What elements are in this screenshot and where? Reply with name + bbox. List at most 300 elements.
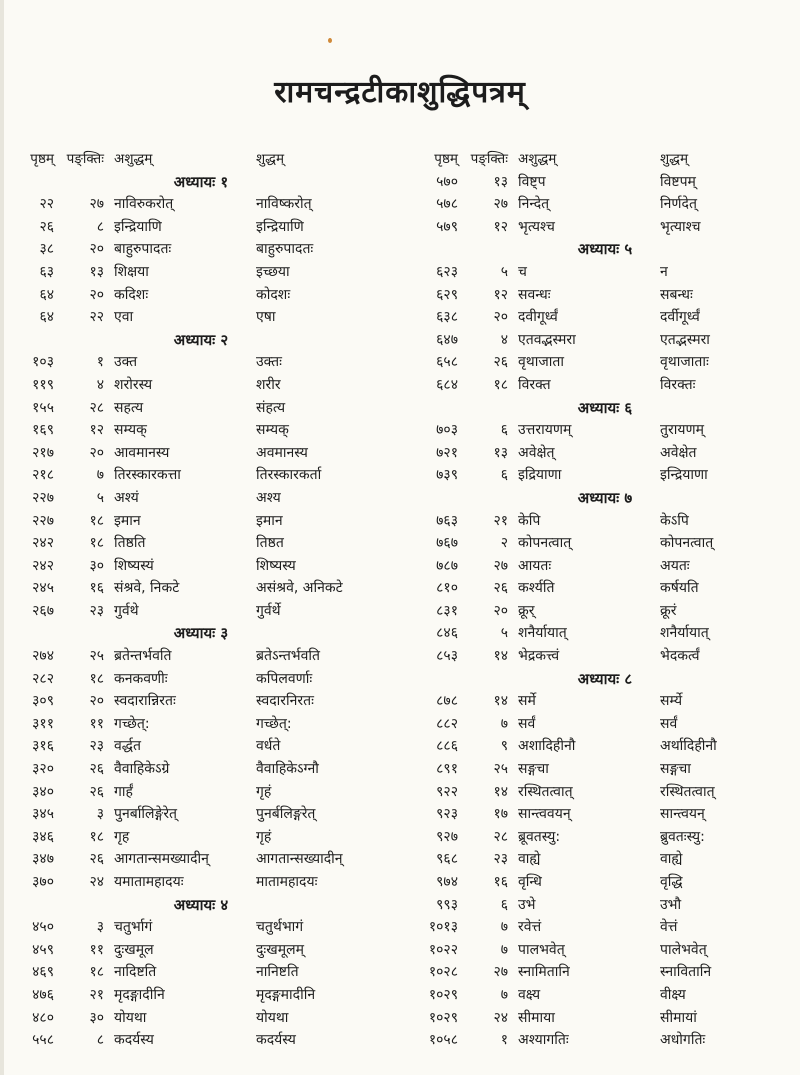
page-number: ८१० xyxy=(436,580,458,597)
correct-text: इन्द्रियाणा xyxy=(660,467,708,484)
errata-row xyxy=(410,216,800,239)
incorrect-text: तिरस्कारकत्ता xyxy=(114,467,181,484)
errata-column-right xyxy=(410,148,800,1052)
page-number: ३०९ xyxy=(32,693,54,710)
incorrect-text: अश्यं xyxy=(114,489,139,506)
incorrect-text: एवा xyxy=(114,309,134,326)
errata-row xyxy=(6,442,396,465)
correct-text: दुःखमूलम् xyxy=(256,941,304,958)
errata-row xyxy=(6,374,396,397)
incorrect-text: योयथा xyxy=(114,1009,147,1026)
page-number: ९९३ xyxy=(436,896,458,913)
incorrect-text: एतवद्भस्मरा xyxy=(518,331,576,348)
errata-row xyxy=(6,961,396,984)
page-number: २४२ xyxy=(32,557,54,574)
page-number: ८९१ xyxy=(436,761,458,778)
page-number: २८२ xyxy=(32,670,54,687)
line-number: ५ xyxy=(96,489,104,506)
incorrect-text: कोपनत्वात् xyxy=(518,535,572,552)
errata-row xyxy=(410,464,800,487)
correct-text: नानिष्टति xyxy=(256,964,299,981)
line-number: १८ xyxy=(493,376,508,393)
correct-text: सर्म्ये xyxy=(660,693,683,710)
correct-text: संहत्य xyxy=(256,399,286,416)
incorrect-text: दुःखमूल xyxy=(114,941,154,958)
errata-row xyxy=(410,374,800,397)
page-number: ६२३ xyxy=(436,263,458,280)
line-number: २६ xyxy=(493,354,508,371)
errata-row xyxy=(410,781,800,804)
line-number: २३ xyxy=(493,851,508,868)
errata-row xyxy=(410,442,800,465)
line-number: १८ xyxy=(89,964,104,981)
line-number: ४ xyxy=(96,376,104,393)
errata-row xyxy=(410,419,800,442)
page-edge-shadow xyxy=(0,0,4,1075)
correct-text: गृहं xyxy=(256,783,272,800)
incorrect-text: कदिशः xyxy=(114,286,149,303)
correct-text: तिरस्कारकर्ता xyxy=(256,467,322,484)
errata-row xyxy=(410,1029,800,1052)
incorrect-text: वृन्धि xyxy=(518,874,542,890)
line-number: २१ xyxy=(493,512,508,529)
incorrect-text: सवन्धः xyxy=(518,286,551,303)
page-number: ८८२ xyxy=(436,715,458,732)
correct-text: निर्णदेत् xyxy=(660,196,697,213)
errata-row xyxy=(410,758,800,781)
errata-row xyxy=(410,622,800,645)
chapter-label: अध्यायः ५ xyxy=(577,240,633,259)
errata-row xyxy=(410,961,800,984)
incorrect-text: कर्श्यति xyxy=(518,580,555,597)
page-number: ६५८ xyxy=(436,354,458,371)
correct-text: सङ्गचा xyxy=(660,761,691,778)
page-number: २४५ xyxy=(32,580,54,597)
incorrect-text: अश्यागतिः xyxy=(518,1032,569,1049)
errata-row xyxy=(6,1029,396,1052)
chapter-heading xyxy=(410,397,800,420)
correct-text: ब्रुवतःस्यु: xyxy=(660,828,705,845)
incorrect-text: भेद्रकत्त्वं xyxy=(518,648,560,665)
correct-text: सान्त्वयन् xyxy=(660,806,705,823)
line-number: २२ xyxy=(89,309,104,326)
incorrect-text: नादिष्टति xyxy=(114,964,157,981)
errata-row xyxy=(6,261,396,284)
page-number: ८७८ xyxy=(436,693,458,710)
errata-row xyxy=(6,1007,396,1030)
correct-text: वाह्ये xyxy=(660,851,683,868)
correct-text: इन्द्रियाणि xyxy=(256,218,304,235)
page-number: १५५ xyxy=(32,399,54,416)
incorrect-text: सान्त्ववयन् xyxy=(518,806,571,823)
line-number: ३ xyxy=(96,919,104,936)
line-number: ५ xyxy=(500,625,508,642)
line-number: २३ xyxy=(89,738,104,755)
line-number: १ xyxy=(500,1032,508,1049)
errata-row xyxy=(410,894,800,917)
page-number: ७०३ xyxy=(436,422,458,439)
line-number: ६ xyxy=(500,467,508,484)
page-number: ५७८ xyxy=(436,196,458,213)
page-number: ८५३ xyxy=(436,648,458,665)
incorrect-text: केपि xyxy=(518,512,541,529)
line-number: २५ xyxy=(89,648,104,665)
line-number: ७ xyxy=(500,919,508,936)
line-number: ३० xyxy=(89,557,104,574)
incorrect-text: च xyxy=(518,263,527,280)
incorrect-text: आगतान्समख्यादीन् xyxy=(114,851,209,868)
incorrect-text: अवेक्षेत् xyxy=(518,444,555,461)
incorrect-text: वाह्ये xyxy=(518,851,541,868)
correct-text: बाहुरुपादतः xyxy=(256,241,314,258)
chapter-heading xyxy=(6,894,396,917)
correct-text: मातामहादयः xyxy=(256,874,318,890)
errata-row xyxy=(6,690,396,713)
chapter-label: अध्यायः १ xyxy=(173,172,229,191)
correct-text: तुरायणम् xyxy=(660,422,704,439)
correct-text: सम्यक् xyxy=(256,422,289,439)
page-number: ७६७ xyxy=(436,535,458,552)
line-number: १६ xyxy=(89,580,104,597)
errata-row xyxy=(6,306,396,329)
chapter-label: अध्यायः ६ xyxy=(577,398,633,417)
incorrect-text: उभे xyxy=(518,896,536,913)
errata-row xyxy=(410,939,800,962)
errata-row xyxy=(6,826,396,849)
errata-column-left xyxy=(6,148,396,1052)
page-number: ४७६ xyxy=(32,986,54,1003)
incorrect-text: पुनर्बालिङ्गेरेत् xyxy=(114,806,178,823)
page-number: ६३ xyxy=(39,263,54,280)
chapter-heading xyxy=(6,622,396,645)
line-number: १३ xyxy=(493,444,508,461)
line-number: ७ xyxy=(500,715,508,732)
correct-text: वृथाजाताः xyxy=(660,354,709,371)
errata-row xyxy=(6,510,396,533)
page-number: ४५९ xyxy=(32,941,54,958)
page-number: ३४७ xyxy=(32,851,54,868)
incorrect-text: आवमानस्य xyxy=(114,444,170,461)
line-number: ७ xyxy=(96,467,104,484)
incorrect-text: गार्हं xyxy=(114,783,133,800)
line-number: २७ xyxy=(493,196,508,213)
errata-row xyxy=(6,939,396,962)
correct-text: अयतः xyxy=(660,557,690,574)
incorrect-text: सङ्गचा xyxy=(518,761,549,778)
correct-text: अर्थादिहीनौ xyxy=(660,738,717,755)
incorrect-text: उक्त xyxy=(114,354,138,371)
correct-text: आगतान्सख्यादीन् xyxy=(256,851,343,868)
correct-text: शिष्यस्य xyxy=(256,557,296,574)
incorrect-text: सहत्य xyxy=(114,399,144,416)
page-number: ९२२ xyxy=(436,783,458,800)
line-number: १८ xyxy=(89,828,104,845)
page-number: ६३८ xyxy=(436,309,458,326)
page-number: ५७९ xyxy=(436,218,458,235)
header-wrong: अशुद्धम् xyxy=(114,151,153,167)
errata-row xyxy=(6,284,396,307)
correct-text: असंश्रवे, अनिकटे xyxy=(256,580,343,597)
column-header xyxy=(6,148,396,171)
chapter-label: अध्यायः ४ xyxy=(173,895,229,914)
header-wrong: अशुद्धम् xyxy=(518,151,557,167)
header-line: पङ्क्तिः xyxy=(470,151,508,167)
correct-text: अवमानस्य xyxy=(256,444,308,461)
errata-row xyxy=(410,284,800,307)
line-number: ११ xyxy=(89,941,104,958)
errata-row xyxy=(410,261,800,284)
page-number: २२ xyxy=(39,196,54,213)
errata-row xyxy=(410,351,800,374)
chapter-heading xyxy=(6,329,396,352)
errata-row xyxy=(410,803,800,826)
incorrect-text: तिष्ठति xyxy=(114,535,146,552)
incorrect-text: गच्छेत्: xyxy=(114,715,150,732)
line-number: २६ xyxy=(89,761,104,778)
page-number: ८८६ xyxy=(436,738,458,755)
correct-text: वैवाहिकेऽग्नौ xyxy=(256,761,319,778)
line-number: २८ xyxy=(493,828,508,845)
incorrect-text: विष्ट्प xyxy=(518,173,546,190)
line-number: २१ xyxy=(89,986,104,1003)
incorrect-text: रस्थितत्वात् xyxy=(518,783,573,800)
correct-text: चतुर्थभागं xyxy=(256,919,304,936)
errata-row xyxy=(410,532,800,555)
incorrect-text: सीमाया xyxy=(518,1009,555,1026)
incorrect-text: ब्रूवतस्यु: xyxy=(518,828,561,845)
chapter-label: अध्यायः २ xyxy=(173,330,229,349)
incorrect-text: रवेत्तं xyxy=(518,919,542,936)
page-number: ७८७ xyxy=(436,557,458,574)
page-number: ४५० xyxy=(32,919,54,936)
errata-row xyxy=(6,464,396,487)
correct-text: स्नावितानि xyxy=(660,964,712,981)
errata-row xyxy=(6,577,396,600)
incorrect-text: वैवाहिकेऽग्रे xyxy=(114,761,170,778)
errata-row xyxy=(410,577,800,600)
errata-row xyxy=(410,871,800,894)
errata-row xyxy=(410,306,800,329)
header-line: पङ्क्तिः xyxy=(66,151,104,167)
correct-text: नाविष्करोत् xyxy=(256,196,312,213)
errata-row xyxy=(6,713,396,736)
correct-text: कदर्यस्य xyxy=(256,1032,296,1049)
correct-text: अधोगतिः xyxy=(660,1032,706,1049)
line-number: २७ xyxy=(493,557,508,574)
correct-text: भेदकर्त्वं xyxy=(660,648,700,665)
line-number: १२ xyxy=(493,286,508,303)
page-number: १६९ xyxy=(32,422,54,439)
errata-row xyxy=(6,645,396,668)
page-number: ३२० xyxy=(32,761,54,778)
line-number: २८ xyxy=(89,399,104,416)
page-number: ६२९ xyxy=(436,286,458,303)
page-number: ८३१ xyxy=(436,602,458,619)
correct-text: तिष्ठत xyxy=(256,535,284,552)
errata-row xyxy=(6,351,396,374)
line-number: ७ xyxy=(500,941,508,958)
page-number: ४८० xyxy=(32,1009,54,1026)
line-number: १३ xyxy=(89,263,104,280)
correct-text: गृहं xyxy=(256,828,272,845)
errata-row xyxy=(410,713,800,736)
line-number: १८ xyxy=(89,670,104,687)
correct-text: उक्तः xyxy=(256,354,282,371)
line-number: १७ xyxy=(493,806,508,823)
page-number: ३८ xyxy=(39,241,54,258)
incorrect-text: संश्रवे, निकटे xyxy=(114,580,180,597)
line-number: २३ xyxy=(89,602,104,619)
line-number: २० xyxy=(89,444,104,461)
incorrect-text: मृदङ्गादीनि xyxy=(114,986,165,1003)
correct-text: अश्य xyxy=(256,489,281,506)
line-number: १२ xyxy=(493,218,508,235)
incorrect-text: क्रूर् xyxy=(518,602,535,619)
incorrect-text: गुर्वथे xyxy=(114,602,139,619)
errata-row xyxy=(6,555,396,578)
errata-row xyxy=(410,1007,800,1030)
page-title: रामचन्द्रटीकाशुद्धिपत्रम् xyxy=(274,75,526,110)
errata-row xyxy=(6,193,396,216)
correct-text: न xyxy=(660,263,668,280)
page-number: ९२३ xyxy=(436,806,458,823)
line-number: ८ xyxy=(96,1032,104,1049)
incorrect-text: इद्रियाणा xyxy=(518,467,562,484)
page-number: ६८४ xyxy=(436,376,458,393)
errata-row xyxy=(6,668,396,691)
line-number: १४ xyxy=(493,783,508,800)
chapter-heading xyxy=(410,668,800,691)
line-number: ३ xyxy=(96,806,104,823)
correct-text: शरीर xyxy=(256,376,281,393)
correct-text: इच्छया xyxy=(256,263,290,280)
page-number: २१८ xyxy=(32,467,54,484)
correct-text: वेत्तं xyxy=(660,919,678,936)
errata-row xyxy=(410,193,800,216)
errata-row xyxy=(410,600,800,623)
incorrect-text: भृत्यश्च xyxy=(518,218,555,235)
correct-text: एषा xyxy=(256,309,276,326)
chapter-heading xyxy=(410,487,800,510)
errata-row xyxy=(410,690,800,713)
incorrect-text: आयतः xyxy=(518,557,552,574)
correct-text: गच्छेत्: xyxy=(256,715,292,732)
incorrect-text: नाविरुकरोत् xyxy=(114,196,174,213)
line-number: ५ xyxy=(500,263,508,280)
errata-row xyxy=(6,803,396,826)
incorrect-text: यमातामहादयः xyxy=(114,874,184,890)
line-number: २७ xyxy=(89,196,104,213)
correct-text: सीमायां xyxy=(660,1009,697,1026)
page-number: ३११ xyxy=(32,715,54,732)
line-number: ३० xyxy=(89,1009,104,1026)
page-number: २२७ xyxy=(32,512,54,529)
incorrect-text: इमान xyxy=(114,512,141,529)
line-number: २० xyxy=(493,309,508,326)
errata-row xyxy=(6,419,396,442)
errata-row xyxy=(6,984,396,1007)
correct-text: कोदशः xyxy=(256,286,291,303)
header-right: शुद्धम् xyxy=(256,151,285,167)
line-number: ४ xyxy=(500,331,508,348)
line-number: २० xyxy=(89,241,104,258)
correct-text: उभौ xyxy=(660,896,682,913)
correct-text: ब्रतेऽन्तर्भवति xyxy=(256,648,321,665)
line-number: ११ xyxy=(89,715,104,732)
errata-row xyxy=(6,871,396,894)
errata-row xyxy=(6,238,396,261)
line-number: १४ xyxy=(493,648,508,665)
line-number: २५ xyxy=(493,761,508,778)
header-page: पृष्ठम् xyxy=(30,151,54,167)
line-number: १३ xyxy=(493,173,508,190)
page-number: ४६९ xyxy=(32,964,54,981)
incorrect-text: उत्तरायणम् xyxy=(518,422,572,439)
line-number: ७ xyxy=(500,986,508,1003)
page-number: ३४५ xyxy=(32,806,54,823)
errata-row xyxy=(410,645,800,668)
line-number: ८ xyxy=(96,218,104,235)
page-number: ९७४ xyxy=(436,874,458,890)
correct-text: पालेभवेत् xyxy=(660,941,707,958)
line-number: २० xyxy=(89,286,104,303)
incorrect-text: शरोरस्य xyxy=(114,376,153,393)
line-number: २६ xyxy=(89,851,104,868)
page-number: १०५८ xyxy=(428,1032,458,1049)
page-number: १०३ xyxy=(32,354,54,371)
incorrect-text: वृथाजाता xyxy=(518,354,564,371)
page-number: २६७ xyxy=(32,602,54,619)
page-number: १०२२ xyxy=(428,941,458,958)
page-number: ७६३ xyxy=(436,512,458,529)
errata-row xyxy=(6,848,396,871)
errata-row xyxy=(410,510,800,533)
correct-text: इमान xyxy=(256,512,283,529)
line-number: २० xyxy=(493,602,508,619)
incorrect-text: स्नामितानि xyxy=(518,964,570,981)
correct-text: योयथा xyxy=(256,1009,289,1026)
incorrect-text: शनैर्यायात् xyxy=(518,625,567,642)
chapter-label: अध्यायः ७ xyxy=(577,488,633,507)
ink-speck xyxy=(328,38,332,43)
page-number: ९२७ xyxy=(436,828,458,845)
incorrect-text: चतुर्भागं xyxy=(114,919,153,936)
chapter-label: अध्यायः ८ xyxy=(577,669,633,688)
correct-text: विरक्तः xyxy=(660,376,696,393)
page-number: ३१६ xyxy=(32,738,54,755)
chapter-label: अध्यायः ३ xyxy=(173,624,229,643)
correct-text: वर्धते xyxy=(256,738,281,755)
line-number: २६ xyxy=(89,783,104,800)
page-number: २७४ xyxy=(32,648,54,665)
incorrect-text: स्वदारान्निरतः xyxy=(114,693,176,710)
correct-text: दर्वीगूर्ध्वं xyxy=(660,309,700,326)
page-number: ५५८ xyxy=(32,1032,54,1049)
errata-row xyxy=(6,735,396,758)
incorrect-text: सर्मे xyxy=(518,693,536,710)
correct-text: स्वदारनिरतः xyxy=(256,693,314,710)
errata-row xyxy=(6,758,396,781)
line-number: १ xyxy=(96,354,104,371)
errata-row xyxy=(410,984,800,1007)
incorrect-text: शिक्षया xyxy=(114,263,149,280)
errata-row xyxy=(410,916,800,939)
page-number: ३४० xyxy=(32,783,54,800)
incorrect-text: कदर्यस्य xyxy=(114,1032,154,1049)
correct-text: मृदङ्गमादीनि xyxy=(256,986,316,1003)
errata-row xyxy=(6,397,396,420)
line-number: १८ xyxy=(89,512,104,529)
